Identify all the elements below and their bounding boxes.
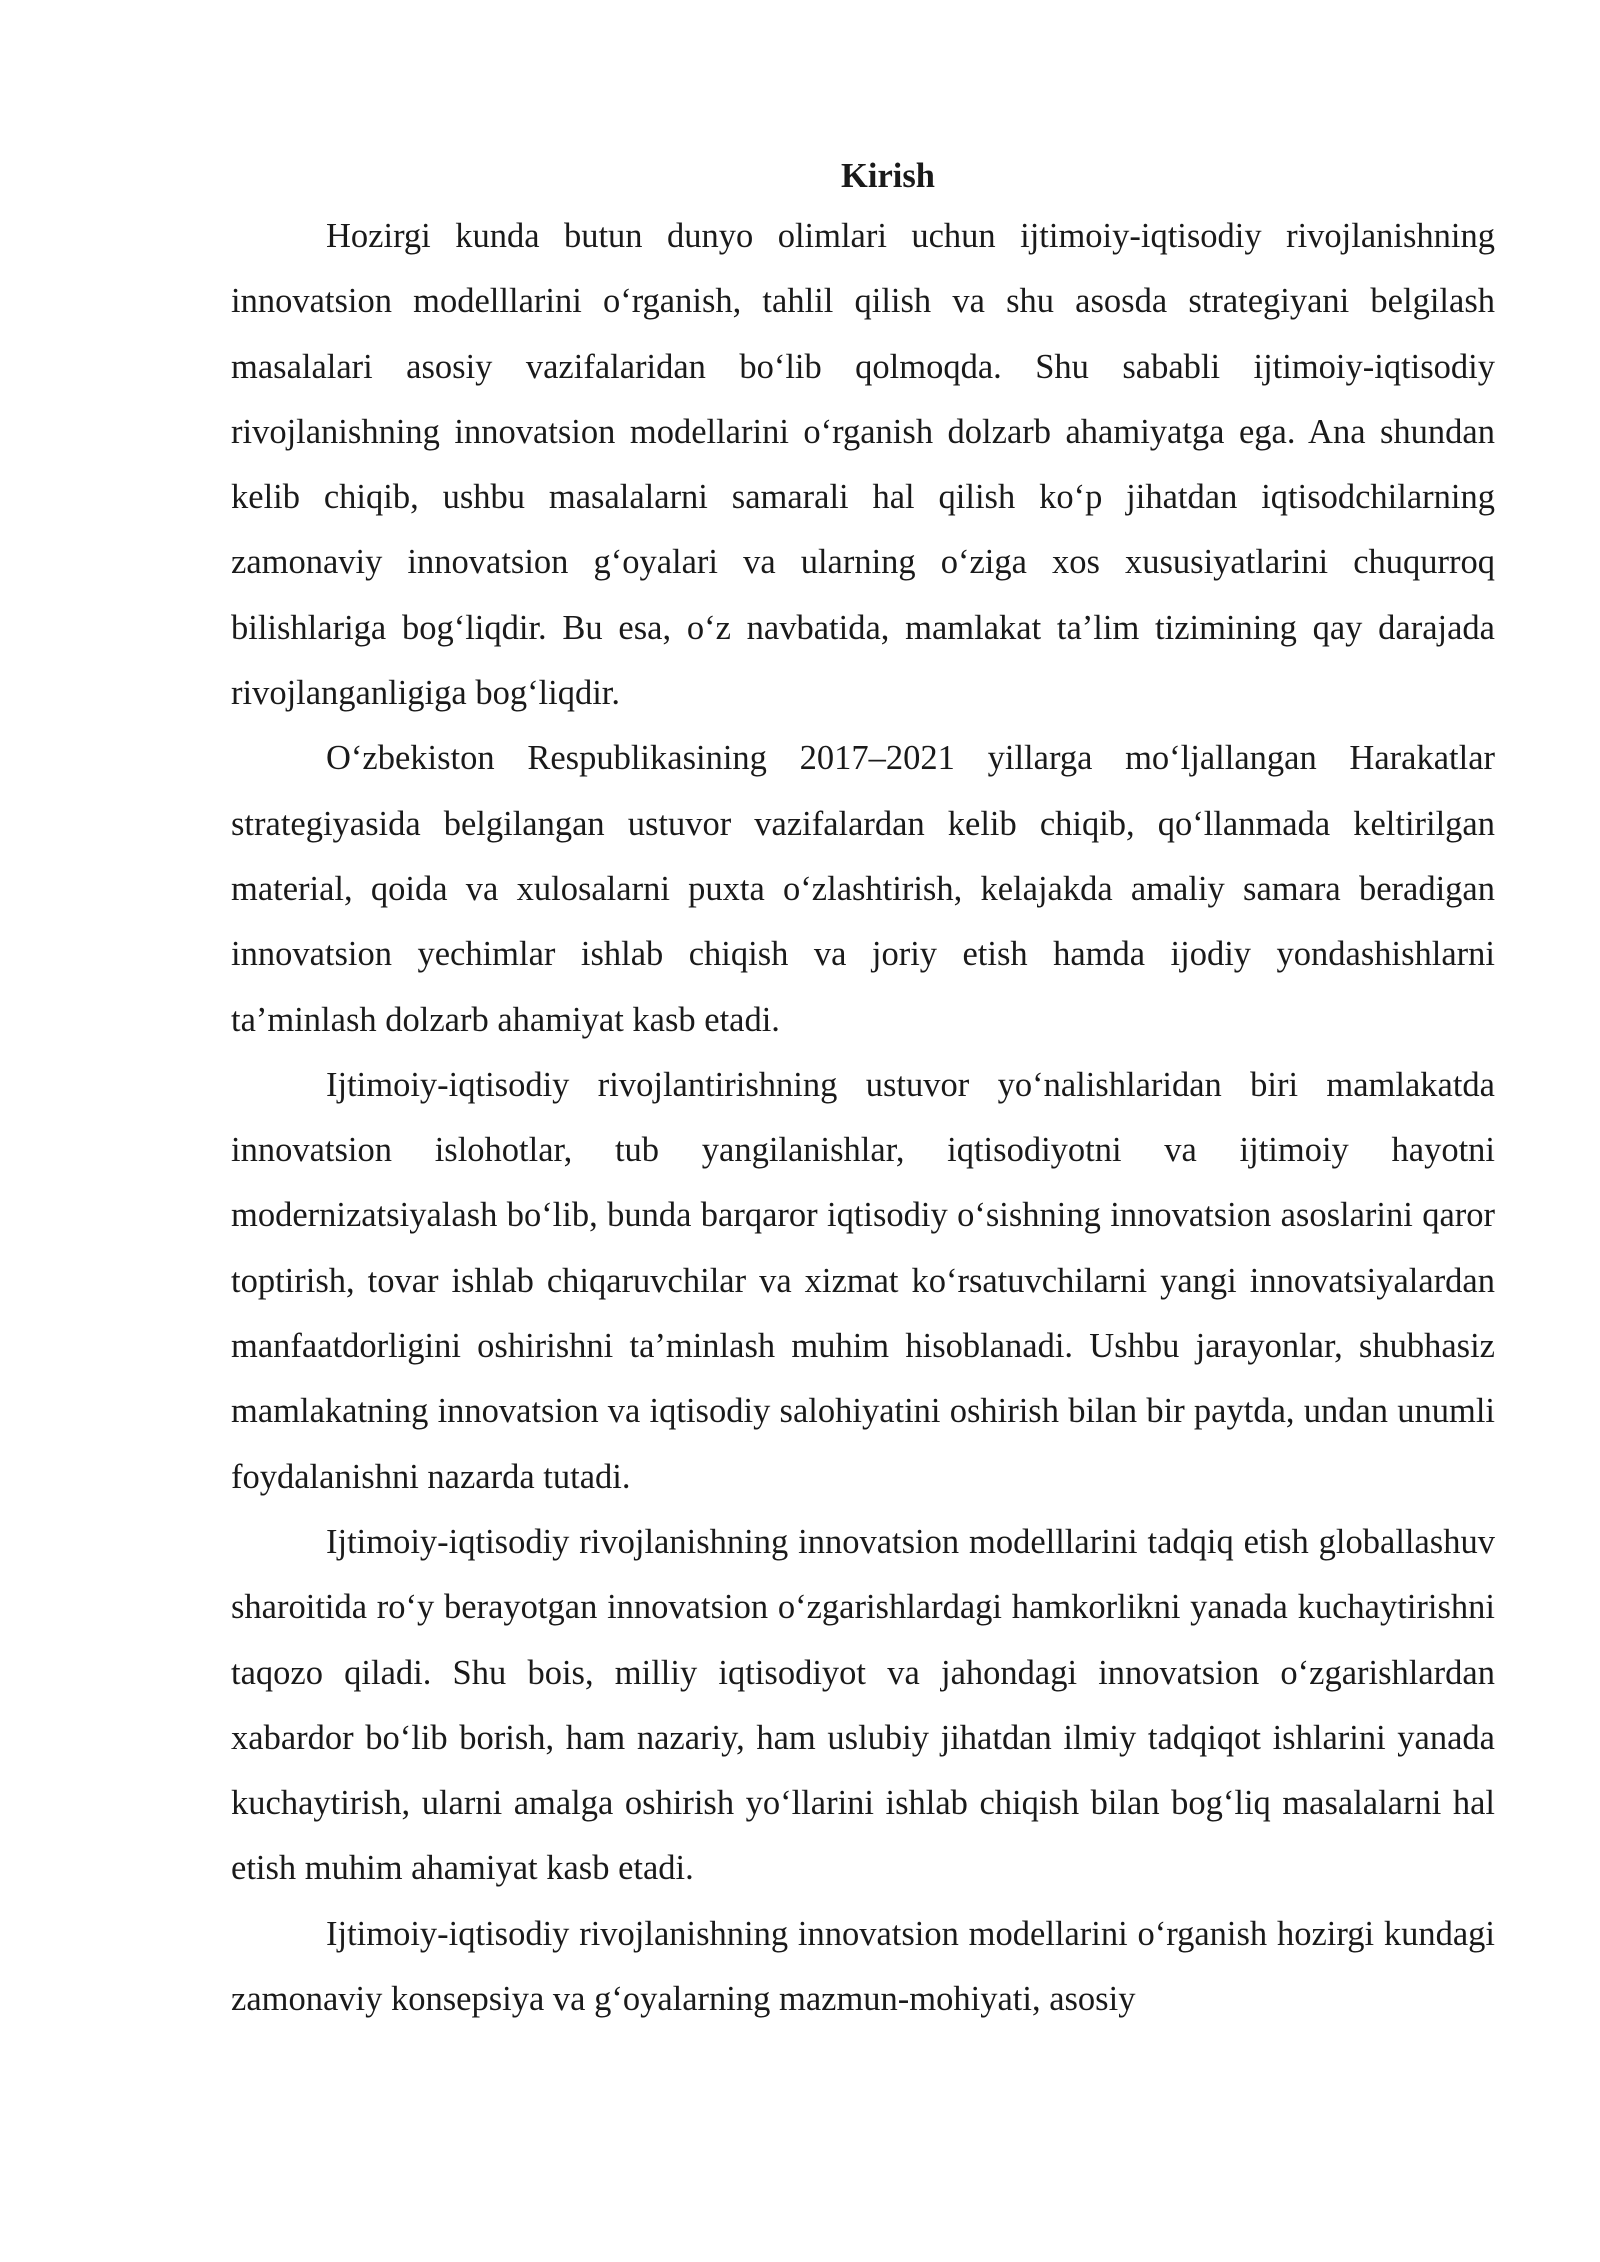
- document-body: [231, 148, 1495, 2032]
- paragraph-3: Ijtimoiy-iqtisodiy rivojlantirishning ustuvor yo‘nalishlaridan biri mamlakatda innovatsion islohotlar, tub yangilanishlar, iqtisodiyotni va ijtimoiy hayotni modernizatsiyalash bo‘lib, bunda barqaror iqtisodiy o‘sishning innovatsion asoslarini qaror toptirish, tovar ishlab chiqaruvchilar va xizmat ko‘rsatuvchilarni yangi innovatsiyalardan manfaatdorligini oshirishni ta’minlash muhim hisoblanadi. Ushbu jarayonlar, shubhasiz mamlakatning innovatsion va iqtisodiy salohiyatini oshirish bilan bir paytda, undan unumli foydalanishni nazarda tutadi.: [231, 1065, 1495, 1496]
- page-title: Kirish: [841, 157, 935, 195]
- paragraph-4: Ijtimoiy-iqtisodiy rivojlanishning innovatsion modelllarini tadqiq etish globallashuv sharoitida ro‘y berayotgan innovatsion o‘zgarishlardagi hamkorlikni yanada kuchaytirishni taqozo qiladi. Shu bois, milliy iqtisodiyot va jahondagi innovatsion o‘zgarishlardan xabardor bo‘lib borish, ham nazariy, ham uslubiy jihatdan ilmiy tadqiqot ishlarini yanada kuchaytirish, ularni amalga oshirish yo‘llarini ishlab chiqish bilan bog‘liq masalalarni hal etish muhim ahamiyat kasb etadi.: [231, 1522, 1495, 1888]
- paragraph-5: Ijtimoiy-iqtisodiy rivojlanishning innovatsion modellarini o‘rganish hozirgi kundagi zamonaviy konsepsiya va g‘oyalarning mazmun-mohiyati, asosiy: [231, 1914, 1495, 2019]
- paragraph-2: O‘zbekiston Respublikasining 2017–2021 yillarga mo‘ljallangan Harakatlar strategiyasida belgilangan ustuvor vazifalardan kelib chiqib, qo‘llanmada keltirilgan material, qoida va xulosalarni puxta o‘zlashtirish, kelajakda amaliy samara beradigan innovatsion yechimlar ishlab chiqish va joriy etish hamda ijodiy yondashishlarni ta’minlash dolzarb ahamiyat kasb etadi.: [231, 739, 1495, 1039]
- paragraph-1: Hozirgi kunda butun dunyo olimlari uchun ijtimoiy-iqtisodiy rivojlanishning innovatsion modelllarini o‘rganish, tahlil qilish va shu asosda strategiyani belgilash masalalari asosiy vazifalaridan bo‘lib qolmoqda. Shu sababli ijtimoiy-iqtisodiy rivojlanishning innovatsion modellarini o‘rganish dolzarb ahamiyatga ega. Ana shundan kelib chiqib, ushbu masalalarni samarali hal qilish ko‘p jihatdan iqtisodchilarning zamonaviy innovatsion g‘oyalari va ularning o‘ziga xos xususiyatlarini chuqurroq bilishlariga bog‘liqdir. Bu esa, o‘z navbatida, mamlakat ta’lim tizimining qay darajada rivojlanganligiga bog‘liqdir.: [231, 217, 1495, 713]
